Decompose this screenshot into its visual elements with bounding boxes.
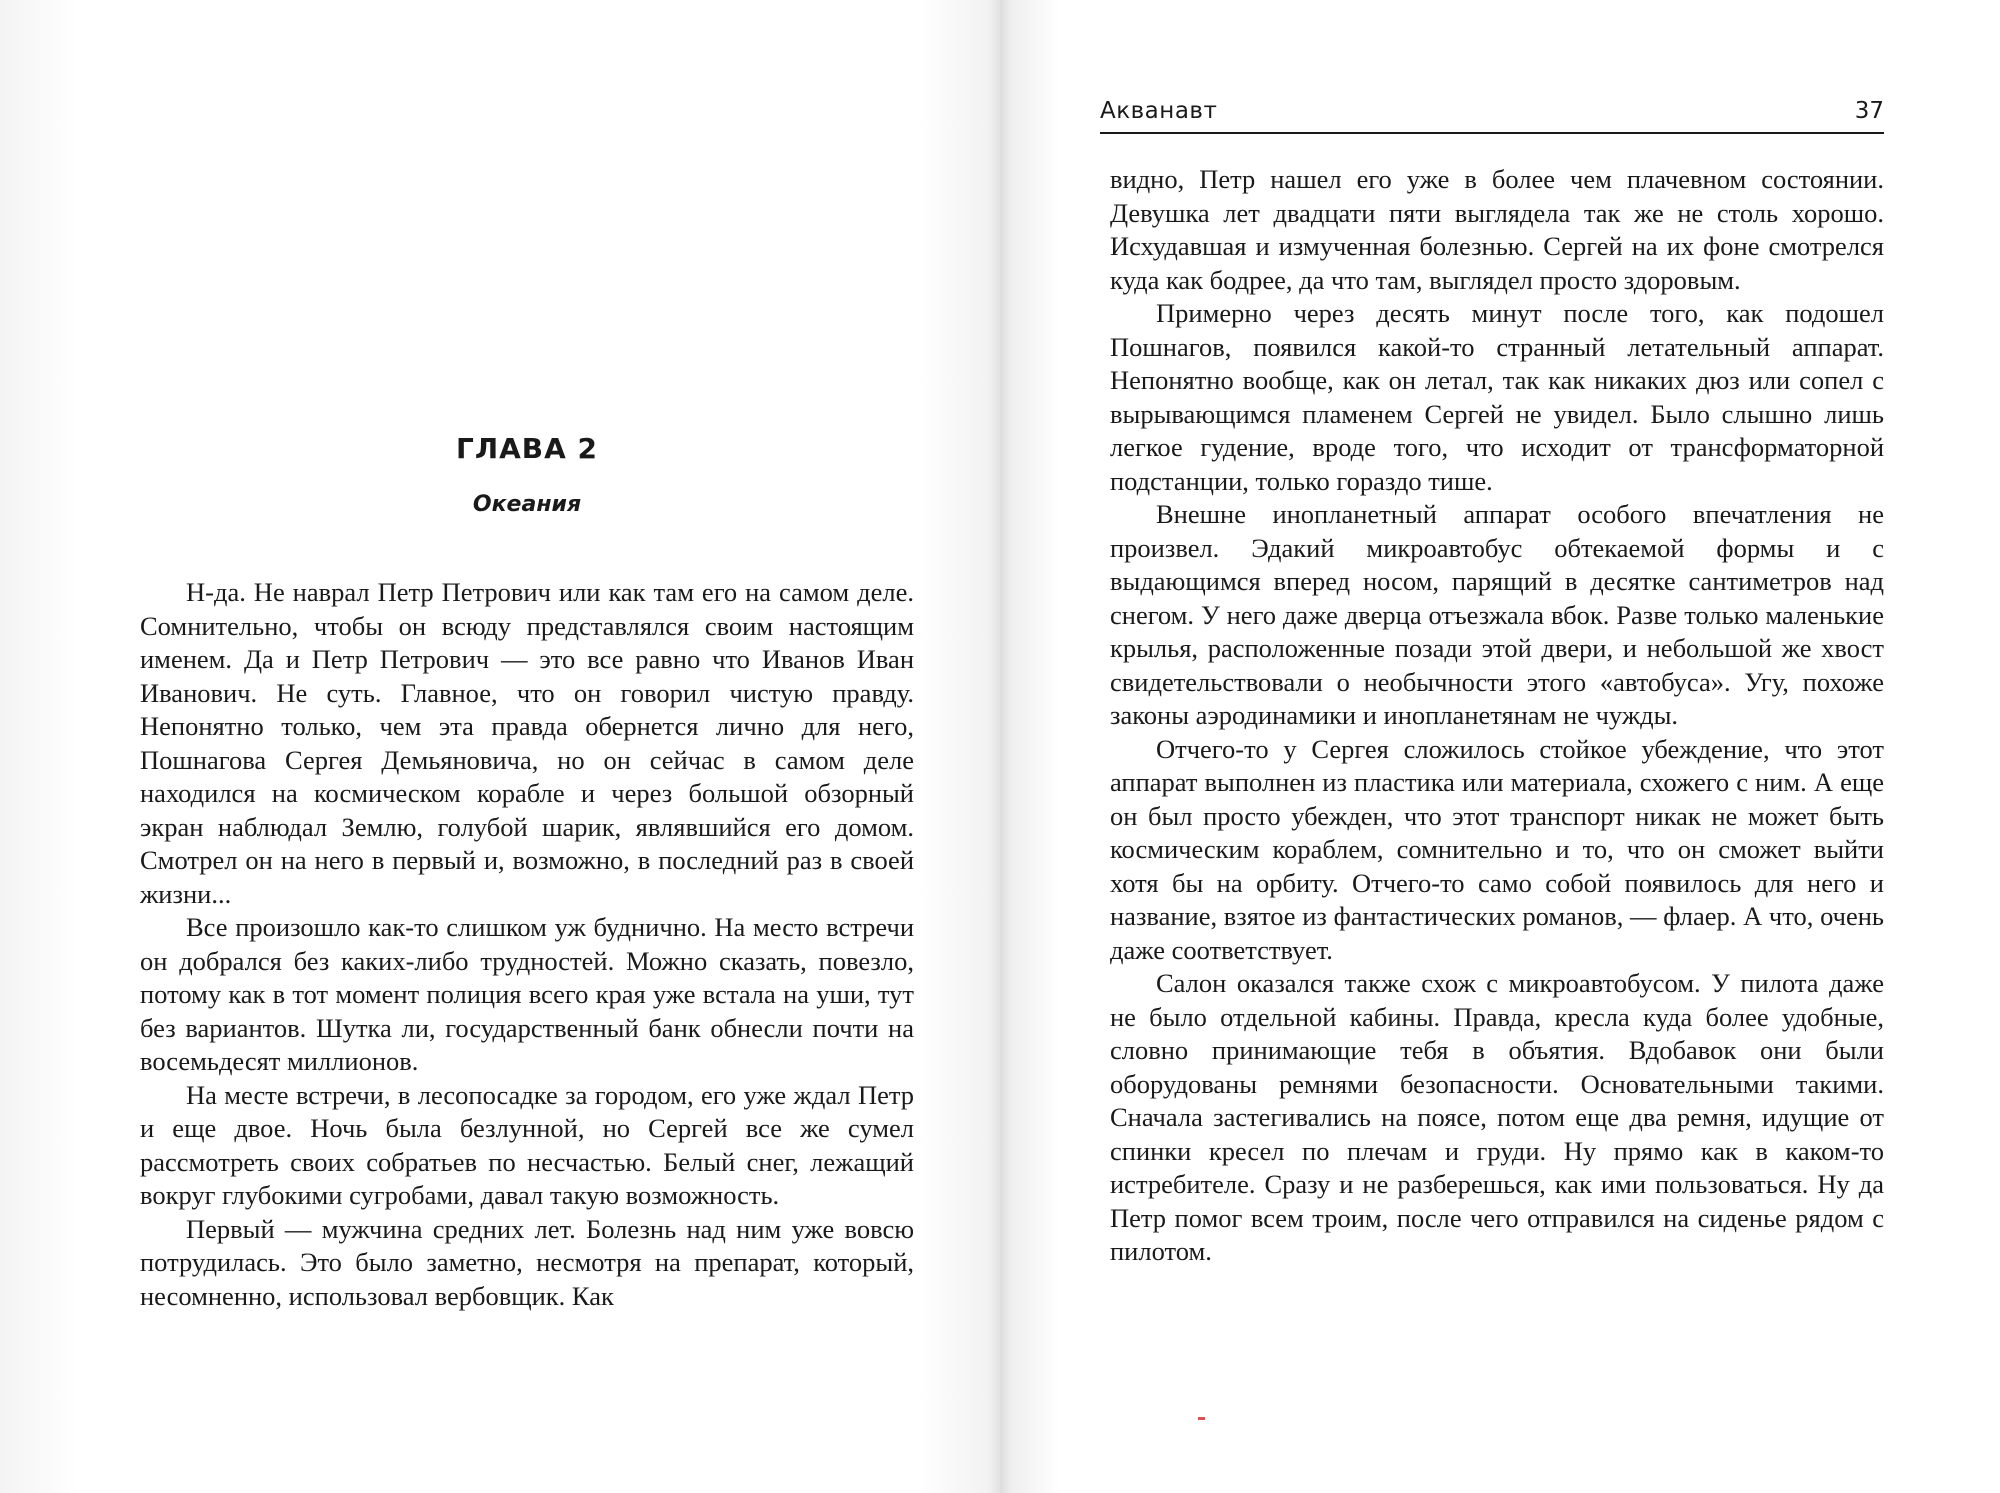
running-header <box>1100 96 1884 134</box>
left-page-body <box>140 576 914 1313</box>
page-number: 37 <box>1854 98 1884 124</box>
right-page-body <box>1110 163 1884 1269</box>
paragraph: Отчего-то у Сергея сложилось стойкое убеждение, что этот аппарат выполнен из пластика или материала, схожего с ним. А еще он был просто убежден, что этот транспорт никак не может быть космическим кораблем, сомнительно и то, что он сможет выйти хотя бы на орбиту. Отчего-то само собой появилось для него и название, взятое из фантастических романов, — флаер. А что, очень даже соответствует. <box>1110 733 1884 965</box>
paragraph: Н-да. Не наврал Петр Петрович или как там его на самом деле. Сомнительно, чтобы он всюду представлялся своим настоящим именем. Да и Петр Петрович — это все равно что Иванов Иван Иванович. Не суть. Главное, что он говорил чистую правду. Непонятно только, чем эта правда обернется лично для него, Пошнагова Сергея Демьяновича, но он сейчас в самом деле находился на космическом корабле и через большой обзорный экран наблюдал Землю, голубой шарик, являвшийся его домом. Смотрел он на него в первый и, возможно, в последний раз в своей жизни... <box>140 577 914 909</box>
paragraph: Первый — мужчина средних лет. Болезнь над ним уже вовсю потрудилась. Это было заметно, несмотря на препарат, который, несомненно, использовал вербовщик. Как <box>140 1213 914 1311</box>
chapter-title: ГЛАВА 2 <box>455 432 598 465</box>
ink-mark <box>1198 1417 1205 1420</box>
running-title: Акванавт <box>1100 98 1218 124</box>
paragraph: На месте встречи, в лесопосадке за городом, его уже ждал Петр и еще двое. Ночь была безлунной, но Сергей все же сумел рассмотреть своих собратьев по несчастью. Белый снег, лежащий вокруг глубокими сугробами, давал такую возможность. <box>140 1079 914 1210</box>
chapter-subtitle: Океания <box>472 492 582 517</box>
paragraph: Примерно через десять минут после того, как подошел Пошнагов, появился какой-то странный летательный аппарат. Непонятно вообще, как он летал, так как никаких дюз или сопел с вырывающимся пламенем Сергей не увидел. Было слышно лишь легкое гудение, вроде того, что исходит от трансформаторной подстанции, только гораздо тише. <box>1110 298 1884 496</box>
paragraph: Салон оказался также схож с микроавтобусом. У пилота даже не было отдельной кабины. Правда, кресла куда более удобные, словно принимающие тебя в объятия. Вдобавок они были оборудованы ремнями безопасности. Основательными такими. Сначала застегивались на поясе, потом еще два ремня, идущие от спинки кресел по плечам и груди. Ну прямо как в каком-то истребителе. Сразу и не разберешься, как ими пользоваться. Ну да Петр помог всем троим, после чего отправился на сиденье рядом с пилотом. <box>1110 968 1884 1266</box>
book-gutter <box>988 0 1012 1493</box>
paragraph: Все произошло как-то слишком уж буднично. На место встречи он добрался без каких-либо трудностей. Можно сказать, повезло, потому как в тот момент полиция всего края уже встала на уши, тут без вариантов. Шутка ли, государственный банк обнесли почти на восемьдесят миллионов. <box>140 912 914 1076</box>
paragraph-continuation: видно, Петр нашел его уже в более чем плачевном состоянии. Девушка лет двадцати пяти выглядела так же не столь хорошо. Исхудавшая и измученная болезнью. Сергей на их фоне смотрелся куда как бодрее, да что там, выглядел просто здоровым. <box>1110 164 1884 295</box>
paragraph: Внешне инопланетный аппарат особого впечатления не произвел. Эдакий микроавтобус обтекаемой формы и с выдающимся вперед носом, парящий в десятке сантиметров над снегом. У него даже дверца отъезжала вбок. Разве только маленькие крылья, расположенные позади этой двери, и небольшой же хвост свидетельствовали о необычности этого «автобуса». Угу, похоже законы аэродинамики и инопланетянам не чужды. <box>1110 499 1884 730</box>
